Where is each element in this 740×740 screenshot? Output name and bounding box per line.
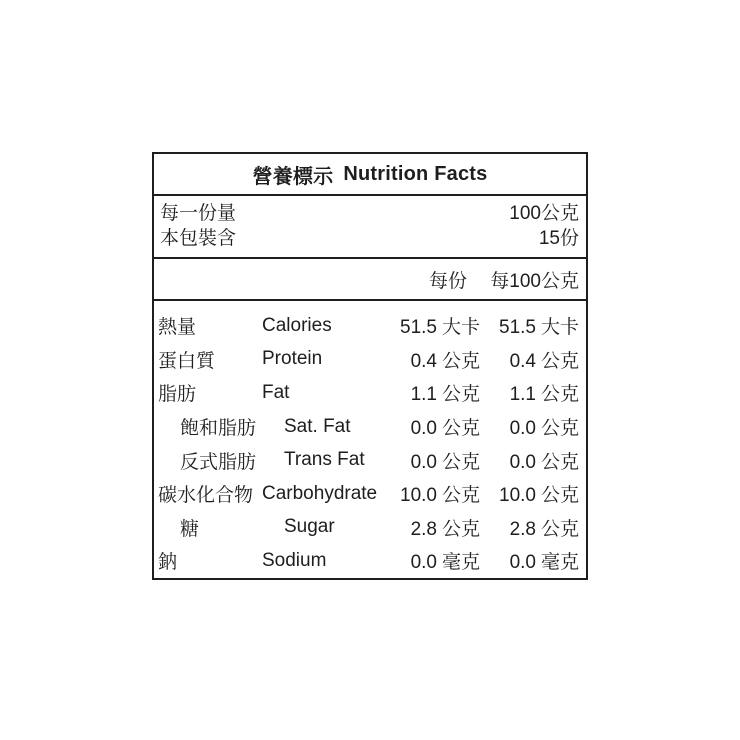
- servings-per-package-label: 本包裝含: [160, 228, 237, 249]
- nutrient-name-zh: 脂肪: [158, 384, 197, 406]
- nutrient-name-zh: 糖: [180, 518, 200, 540]
- serving-size-label: 每一份量: [160, 203, 237, 224]
- nutrient-per-serving-value: 0.0 毫克: [410, 552, 480, 574]
- nutrient-row: [154, 309, 586, 343]
- nutrient-name-zh: 鈉: [158, 552, 178, 574]
- nutrient-per-100g-value: 0.0 公克: [509, 418, 579, 440]
- nutrient-name-zh: 熱量: [158, 317, 197, 339]
- label-title: [154, 154, 586, 196]
- nutrient-name-zh: 碳水化合物: [158, 485, 254, 507]
- nutrient-row: [154, 544, 586, 578]
- nutrient-per-100g-value: 51.5 大卡: [499, 317, 579, 339]
- nutrient-row: [154, 511, 586, 545]
- nutrient-name-zh: 蛋白質: [158, 350, 216, 372]
- nutrient-per-serving-value: 10.0 公克: [400, 485, 480, 507]
- nutrition-label: [152, 152, 588, 580]
- nutrient-name-zh: 飽和脂肪: [180, 418, 257, 440]
- servings-per-package-row: [160, 226, 579, 251]
- nutrient-name-en: Sat. Fat: [284, 415, 351, 437]
- nutrient-per-serving-value: 51.5 大卡: [400, 317, 480, 339]
- nutrient-row: [154, 343, 586, 377]
- column-header-row: [154, 259, 586, 301]
- nutrient-per-100g-value: 0.4 公克: [509, 350, 579, 372]
- serving-size-value: 100公克: [509, 203, 579, 224]
- label-title-zh: 營養標示: [252, 165, 334, 188]
- nutrient-per-serving-value: 1.1 公克: [410, 384, 480, 406]
- nutrient-per-100g-value: 2.8 公克: [509, 518, 579, 540]
- nutrient-row: [154, 376, 586, 410]
- nutrient-row: [154, 443, 586, 477]
- nutrient-name-en: Carbohydrate: [262, 482, 378, 504]
- servings-per-package-value: 15份: [538, 228, 579, 249]
- nutrient-name-en: Protein: [262, 348, 323, 370]
- nutrient-name-en: Fat: [262, 381, 290, 403]
- label-title-en: Nutrition Facts: [343, 162, 488, 185]
- column-header-per-serving: 每份: [428, 270, 467, 292]
- nutrient-rows: [154, 301, 586, 578]
- nutrient-row: [154, 477, 586, 511]
- nutrient-name-en: Calories: [262, 314, 332, 336]
- nutrient-per-serving-value: 2.8 公克: [410, 518, 480, 540]
- nutrient-name-en: Sugar: [284, 516, 335, 538]
- nutrient-per-100g-value: 10.0 公克: [499, 485, 579, 507]
- nutrient-per-serving-value: 0.4 公克: [410, 350, 480, 372]
- nutrient-per-100g-value: 0.0 毫克: [509, 552, 579, 574]
- nutrient-per-serving-value: 0.0 公克: [410, 418, 480, 440]
- nutrient-name-en: Sodium: [262, 549, 327, 571]
- serving-size-row: [160, 201, 579, 226]
- nutrient-per-100g-value: 0.0 公克: [509, 451, 579, 473]
- nutrient-name-en: Trans Fat: [284, 449, 365, 471]
- serving-section: [154, 196, 586, 259]
- nutrient-per-serving-value: 0.0 公克: [410, 451, 480, 473]
- nutrient-row: [154, 410, 586, 444]
- nutrient-name-zh: 反式脂肪: [180, 451, 257, 473]
- column-header-per-100g: 每100公克: [490, 270, 579, 292]
- nutrient-per-100g-value: 1.1 公克: [509, 384, 579, 406]
